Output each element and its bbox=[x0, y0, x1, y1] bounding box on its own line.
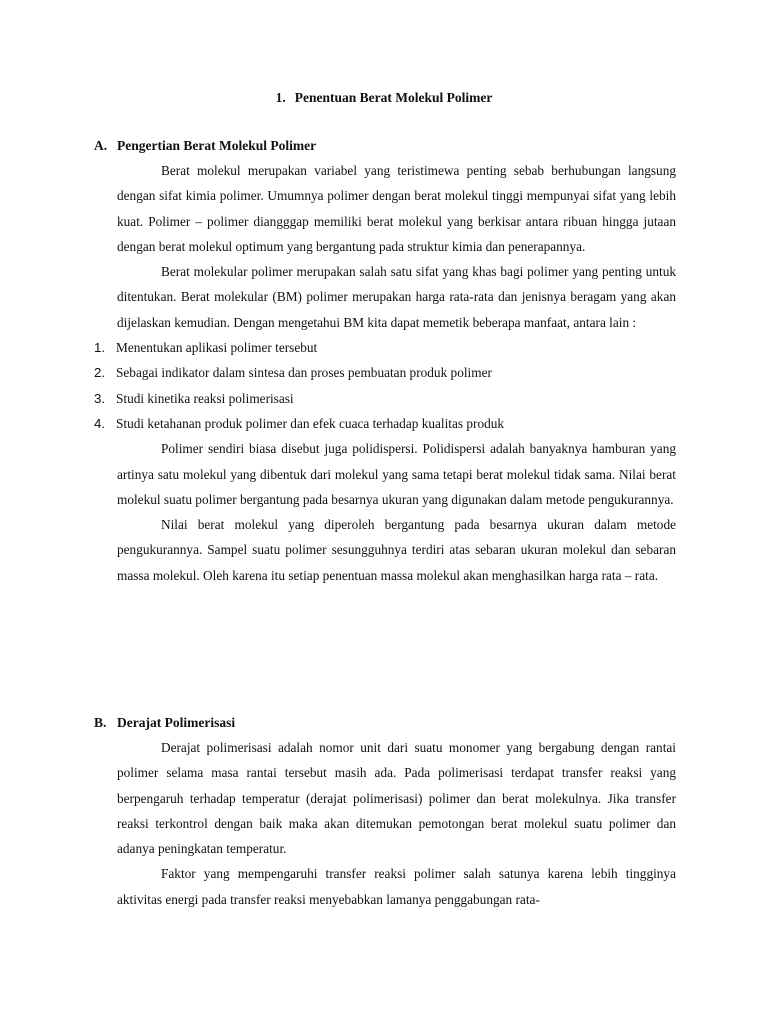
document-title bbox=[0, 89, 768, 107]
list-item bbox=[94, 386, 676, 411]
benefits-list bbox=[94, 335, 676, 436]
section-a-letter: A. bbox=[94, 138, 108, 153]
section-a-heading bbox=[94, 137, 676, 155]
list-item-number: 2. bbox=[94, 365, 106, 381]
section-a-body-continued bbox=[117, 436, 676, 588]
list-item-number: 4. bbox=[94, 415, 106, 431]
document-title-number: 1. bbox=[275, 90, 286, 105]
section-a-body bbox=[117, 158, 676, 335]
section-b bbox=[94, 714, 676, 912]
list-item-text: Menentukan aplikasi polimer tersebut bbox=[116, 340, 318, 356]
paragraph: Berat molekular polimer merupakan salah satu sifat yang khas bagi polimer yang penting untuk ditentukan. Berat molekular (BM) polimer merupakan harga rata-rata dan jenisnya beragam yang akan dijelaskan kemudian. Dengan mengetahui BM kita dapat memetik beberapa manfaat, antara lain : bbox=[117, 264, 676, 330]
section-a bbox=[94, 137, 676, 588]
section-a-heading-text: Pengertian Berat Molekul Polimer bbox=[117, 138, 317, 153]
paragraph: Berat molekul merupakan variabel yang teristimewa penting sebab berhubungan langsung dengan sifat kimia polimer. Umumnya polimer dengan berat molekul tinggi mempunyai sifat yang lebih kuat. Polimer – polimer diangggap memiliki berat molekul yang berkisar antara ribuan hingga jutaan dengan berat molekul optimum yang bergantung pada struktur kimia dan penerapannya. bbox=[117, 163, 676, 254]
paragraph: Nilai berat molekul yang diperoleh bergantung pada besarnya ukuran dalam metode pengukurannya. Sampel suatu polimer sesungguhnya terdiri atas sebaran ukuran molekul dan sebaran massa molekul. Oleh karena itu setiap penentuan massa molekul akan menghasilkan harga rata – rata. bbox=[117, 517, 676, 583]
section-b-heading bbox=[94, 714, 676, 732]
list-item-text: Studi ketahanan produk polimer dan efek cuaca terhadap kualitas produk bbox=[116, 415, 505, 431]
list-item-text: Studi kinetika reaksi polimerisasi bbox=[116, 390, 294, 406]
list-item-number: 1. bbox=[94, 340, 106, 356]
paragraph: Faktor yang mempengaruhi transfer reaksi polimer salah satunya karena lebih tingginya aktivitas energi pada transfer reaksi menyebabkan lamanya penggabungan rata- bbox=[117, 866, 676, 907]
section-b-heading-text: Derajat Polimerisasi bbox=[117, 715, 236, 730]
list-item bbox=[94, 360, 676, 385]
section-b-body bbox=[117, 735, 676, 912]
list-item-text: Sebagai indikator dalam sintesa dan proses pembuatan produk polimer bbox=[116, 365, 492, 381]
document-title-text: Penentuan Berat Molekul Polimer bbox=[294, 90, 493, 105]
section-b-letter: B. bbox=[94, 715, 107, 730]
list-item-number: 3. bbox=[94, 390, 106, 406]
paragraph: Derajat polimerisasi adalah nomor unit dari suatu monomer yang bergabung dengan rantai polimer selama masa rantai tersebut masih ada. Pada polimerisasi terdapat transfer reaksi yang berpengaruh terhadap temperatur (derajat polimerisasi) polimer dan berat molekulnya. Jika transfer reaksi terkontrol dengan baik maka akan ditemukan pemotongan berat molekul suatu polimer dan adanya peningkatan temperatur. bbox=[117, 740, 676, 857]
list-item bbox=[94, 335, 676, 360]
list-item bbox=[94, 411, 676, 436]
paragraph: Polimer sendiri biasa disebut juga polidispersi. Polidispersi adalah banyaknya hamburan yang artinya satu molekul yang dibentuk dari molekul yang sama tetapi berat molekul tidak sama. Nilai berat molekul suatu polimer bergantung pada besarnya ukuran yang digunakan dalam metode pengukurannya. bbox=[117, 441, 676, 507]
